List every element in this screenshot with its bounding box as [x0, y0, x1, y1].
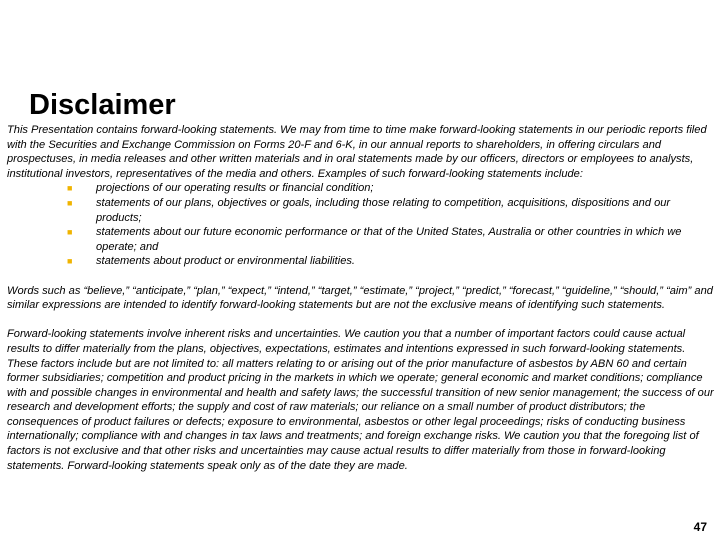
spacer: [7, 269, 715, 284]
keywords-paragraph: Words such as “believe,” “anticipate,” “plan,” “expect,” “intend,” “target,” “estimate,” “project,” “predict,” “forecast,” “guideline,” “should,” “aim” and similar expressions are intended to identify forward-looking statements but are not the exclusive means of identifying such statements.: [7, 284, 713, 312]
square-bullet-icon: ■: [67, 183, 73, 194]
list-item: [7, 181, 715, 196]
list-item-text: statements about our future economic performance or that of the United States, Australia or other countries in which we operate; and: [96, 226, 682, 253]
page-title: Disclaimer: [29, 89, 176, 121]
risks-paragraph: Forward-looking statements involve inherent risks and uncertainties. We caution you that a number of important factors could cause actual results to differ materially from the plans, objectives, expectations, estimates and intentions expressed in such forward-looking statements. These factors include but are not limited to: all matters relating to or arising out of the prior manufacture of asbestos by ABN 60 and certain former subsidiaries; competition and product pricing in the markets in which we operate; general economic and market conditions; compliance with and possible changes in environmental and health and safety laws; the successful transition of new senior management; the success of our research and development efforts; the supply and cost of raw materials; our reliance on a small number of product distributors; the consequences of product failures or defects; exposure to environmental, asbestos or other legal proceedings; risks of conducting business internationally; compliance with and changes in tax laws and treatments; and foreign exchange risks. We caution you that the foregoing list of factors is not exclusive and that other risks and uncertainties may cause actual results to differ materially from those in forward-looking statements. Forward-looking statements speak only as of the date they are made.: [7, 328, 714, 472]
list-item: [7, 196, 715, 225]
list-item-text: statements of our plans, objectives or goals, including those relating to competition, acquisitions, dispositions and our products;: [96, 196, 671, 224]
list-item-text: statements about product or environmental liabilities.: [96, 255, 355, 268]
list-item-text: projections of our operating results or financial condition;: [96, 182, 374, 195]
list-item: [7, 254, 715, 269]
spacer: [7, 313, 715, 328]
list-item: [7, 225, 715, 254]
disclaimer-body: [7, 123, 715, 473]
square-bullet-icon: ■: [67, 197, 73, 208]
bullet-list: [7, 181, 715, 269]
page-number: 47: [693, 520, 707, 534]
square-bullet-icon: ■: [67, 227, 73, 238]
intro-paragraph: This Presentation contains forward-looking statements. We may from time to time make forward-looking statements in our periodic reports filed with the Securities and Exchange Commission on Forms 20-F and 6-K, in our annual reports to shareholders, in offering circulars and prospectuses, in media releases and other written materials and in oral statements made by our officers, directors or employees to analysts, institutional investors, representatives of the media and others. Examples of such forward-looking statements include:: [7, 124, 707, 180]
square-bullet-icon: ■: [67, 256, 73, 267]
